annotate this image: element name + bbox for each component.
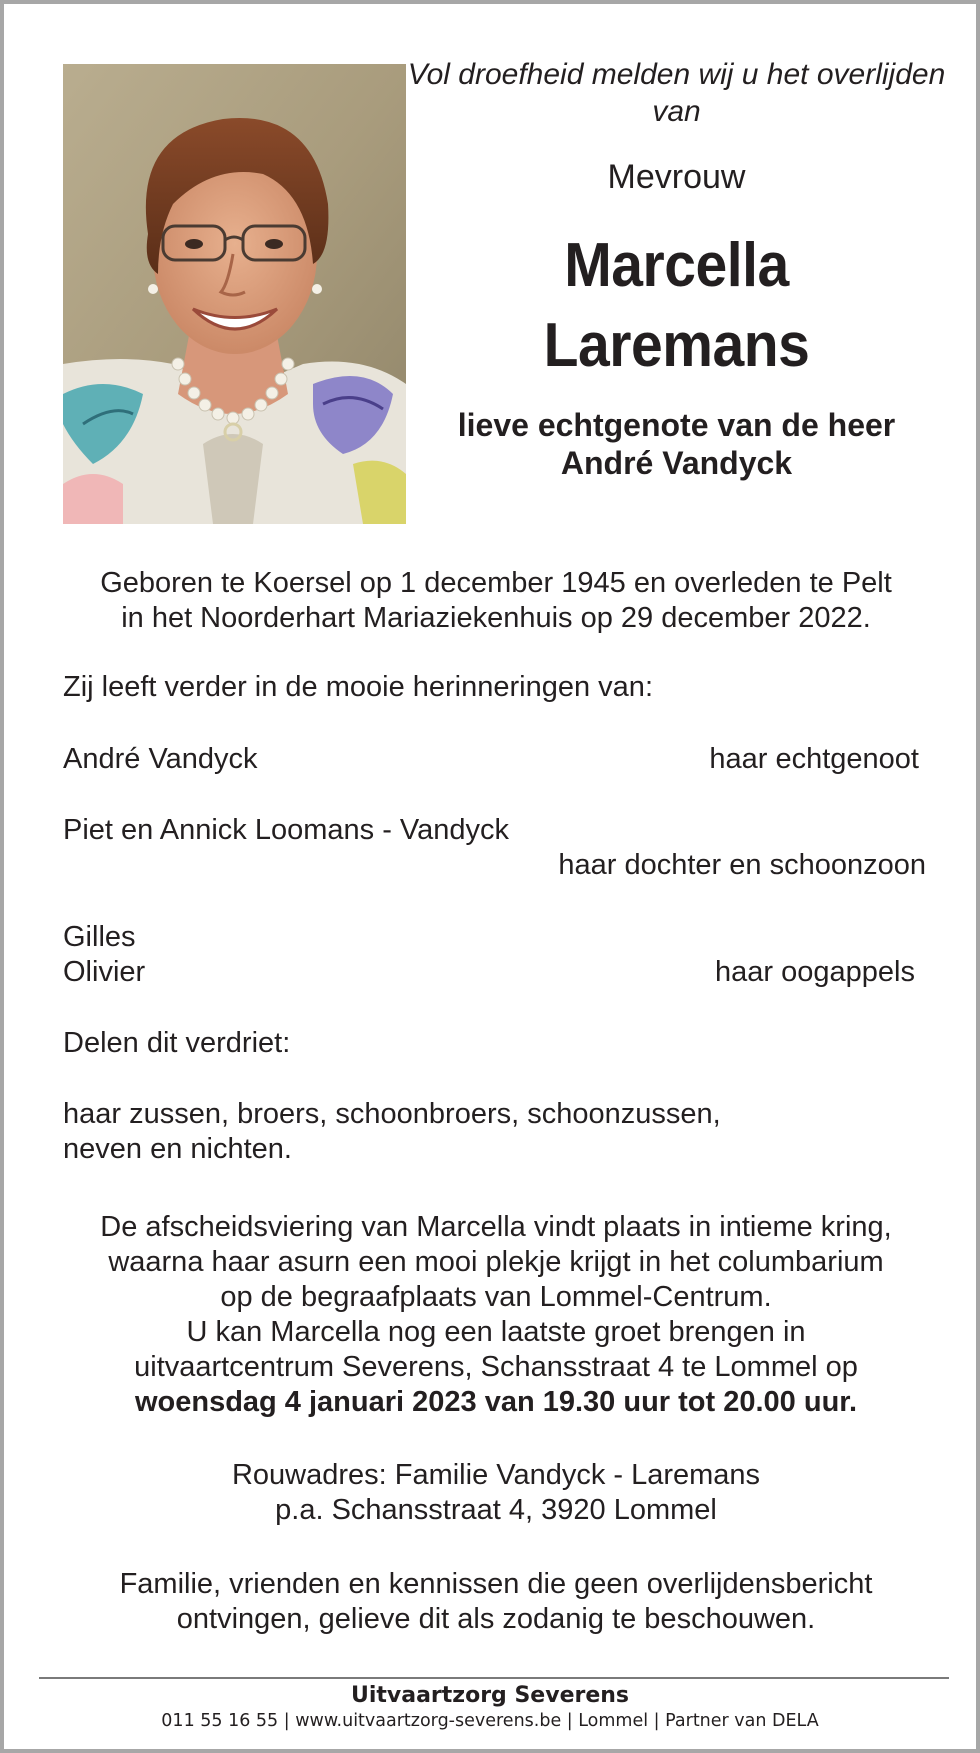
honorific: Mevrouw (607, 158, 746, 196)
first-name: Marcella (564, 231, 789, 300)
extended-family-line-2: neven en nichten. (63, 1133, 292, 1165)
extended-family-line-1: haar zussen, broers, schoonbroers, schoonzussen, (63, 1098, 721, 1130)
spouse-line-2: André Vandyck (560, 445, 793, 481)
relative-relation: haar echtgenoot (709, 743, 919, 775)
relative-relation: haar oogappels (715, 956, 915, 988)
ceremony-line-1: De afscheidsviering van Marcella vindt plaats in intieme kring, (100, 1211, 892, 1243)
notice-line-1: Familie, vrienden en kennissen die geen overlijdensbericht (119, 1568, 873, 1600)
ceremony-line-5: uitvaartcentrum Severens, Schansstraat 4 te Lommel op (134, 1351, 858, 1383)
intro-text: Vol droefheid melden wij u het overlijden van (407, 58, 946, 128)
deceased-name (426, 226, 927, 386)
ceremony-line-4: U kan Marcella nog een laatste groet brengen in (186, 1316, 806, 1348)
birth-death-info (63, 566, 929, 636)
last-name: Laremans (543, 311, 810, 380)
relative-name: Olivier (63, 956, 146, 988)
announcement-intro (404, 56, 949, 130)
portrait-illustration (63, 64, 406, 524)
address-line-2: p.a. Schansstraat 4, 3920 Lommel (275, 1494, 717, 1526)
notice-text (63, 1567, 929, 1637)
spouse-line (404, 406, 949, 482)
relative-row (63, 813, 926, 881)
funeral-company-contact: 011 55 16 55 | www.uitvaartzorg-severens.be | Lommel | Partner van DELA (161, 1711, 819, 1731)
relative-name: André Vandyck (63, 743, 258, 775)
sharing-intro: Delen dit verdriet: (63, 1027, 291, 1059)
relative-row (63, 920, 923, 990)
relative-name: Gilles (63, 921, 136, 953)
spouse-line-1: lieve echtgenote van de heer (457, 407, 896, 443)
ceremony-line-3: op de begraafplaats van Lommel-Centrum. (220, 1281, 772, 1313)
ceremony-info (63, 1210, 929, 1420)
ceremony-line-2: waarna haar asurn een mooi plekje krijgt in het columbarium (108, 1246, 884, 1278)
portrait-photo (63, 64, 406, 524)
ceremony-date: woensdag 4 januari 2023 van 19.30 uur tot 20.00 uur. (134, 1386, 858, 1418)
notice-line-2: ontvingen, gelieve dit als zodanig te beschouwen. (176, 1603, 816, 1635)
extended-family (63, 1097, 929, 1167)
address-line-1: Rouwadres: Familie Vandyck - Laremans (231, 1459, 761, 1491)
mourning-address (63, 1458, 929, 1528)
footer-divider (39, 1677, 949, 1679)
relative-row (63, 742, 923, 777)
relative-name: Piet en Annick Loomans - Vandyck (63, 814, 509, 846)
survivors-intro: Zij leeft verder in de mooie herinneringen van: (63, 671, 653, 703)
funeral-company-name: Uitvaartzorg Severens (350, 1683, 630, 1708)
birth-line-2: in het Noorderhart Mariaziekenhuis op 29 december 2022. (121, 602, 871, 634)
birth-line-1: Geboren te Koersel op 1 december 1945 en overleden te Pelt (100, 567, 892, 599)
relative-relation: haar dochter en schoonzoon (558, 849, 926, 881)
